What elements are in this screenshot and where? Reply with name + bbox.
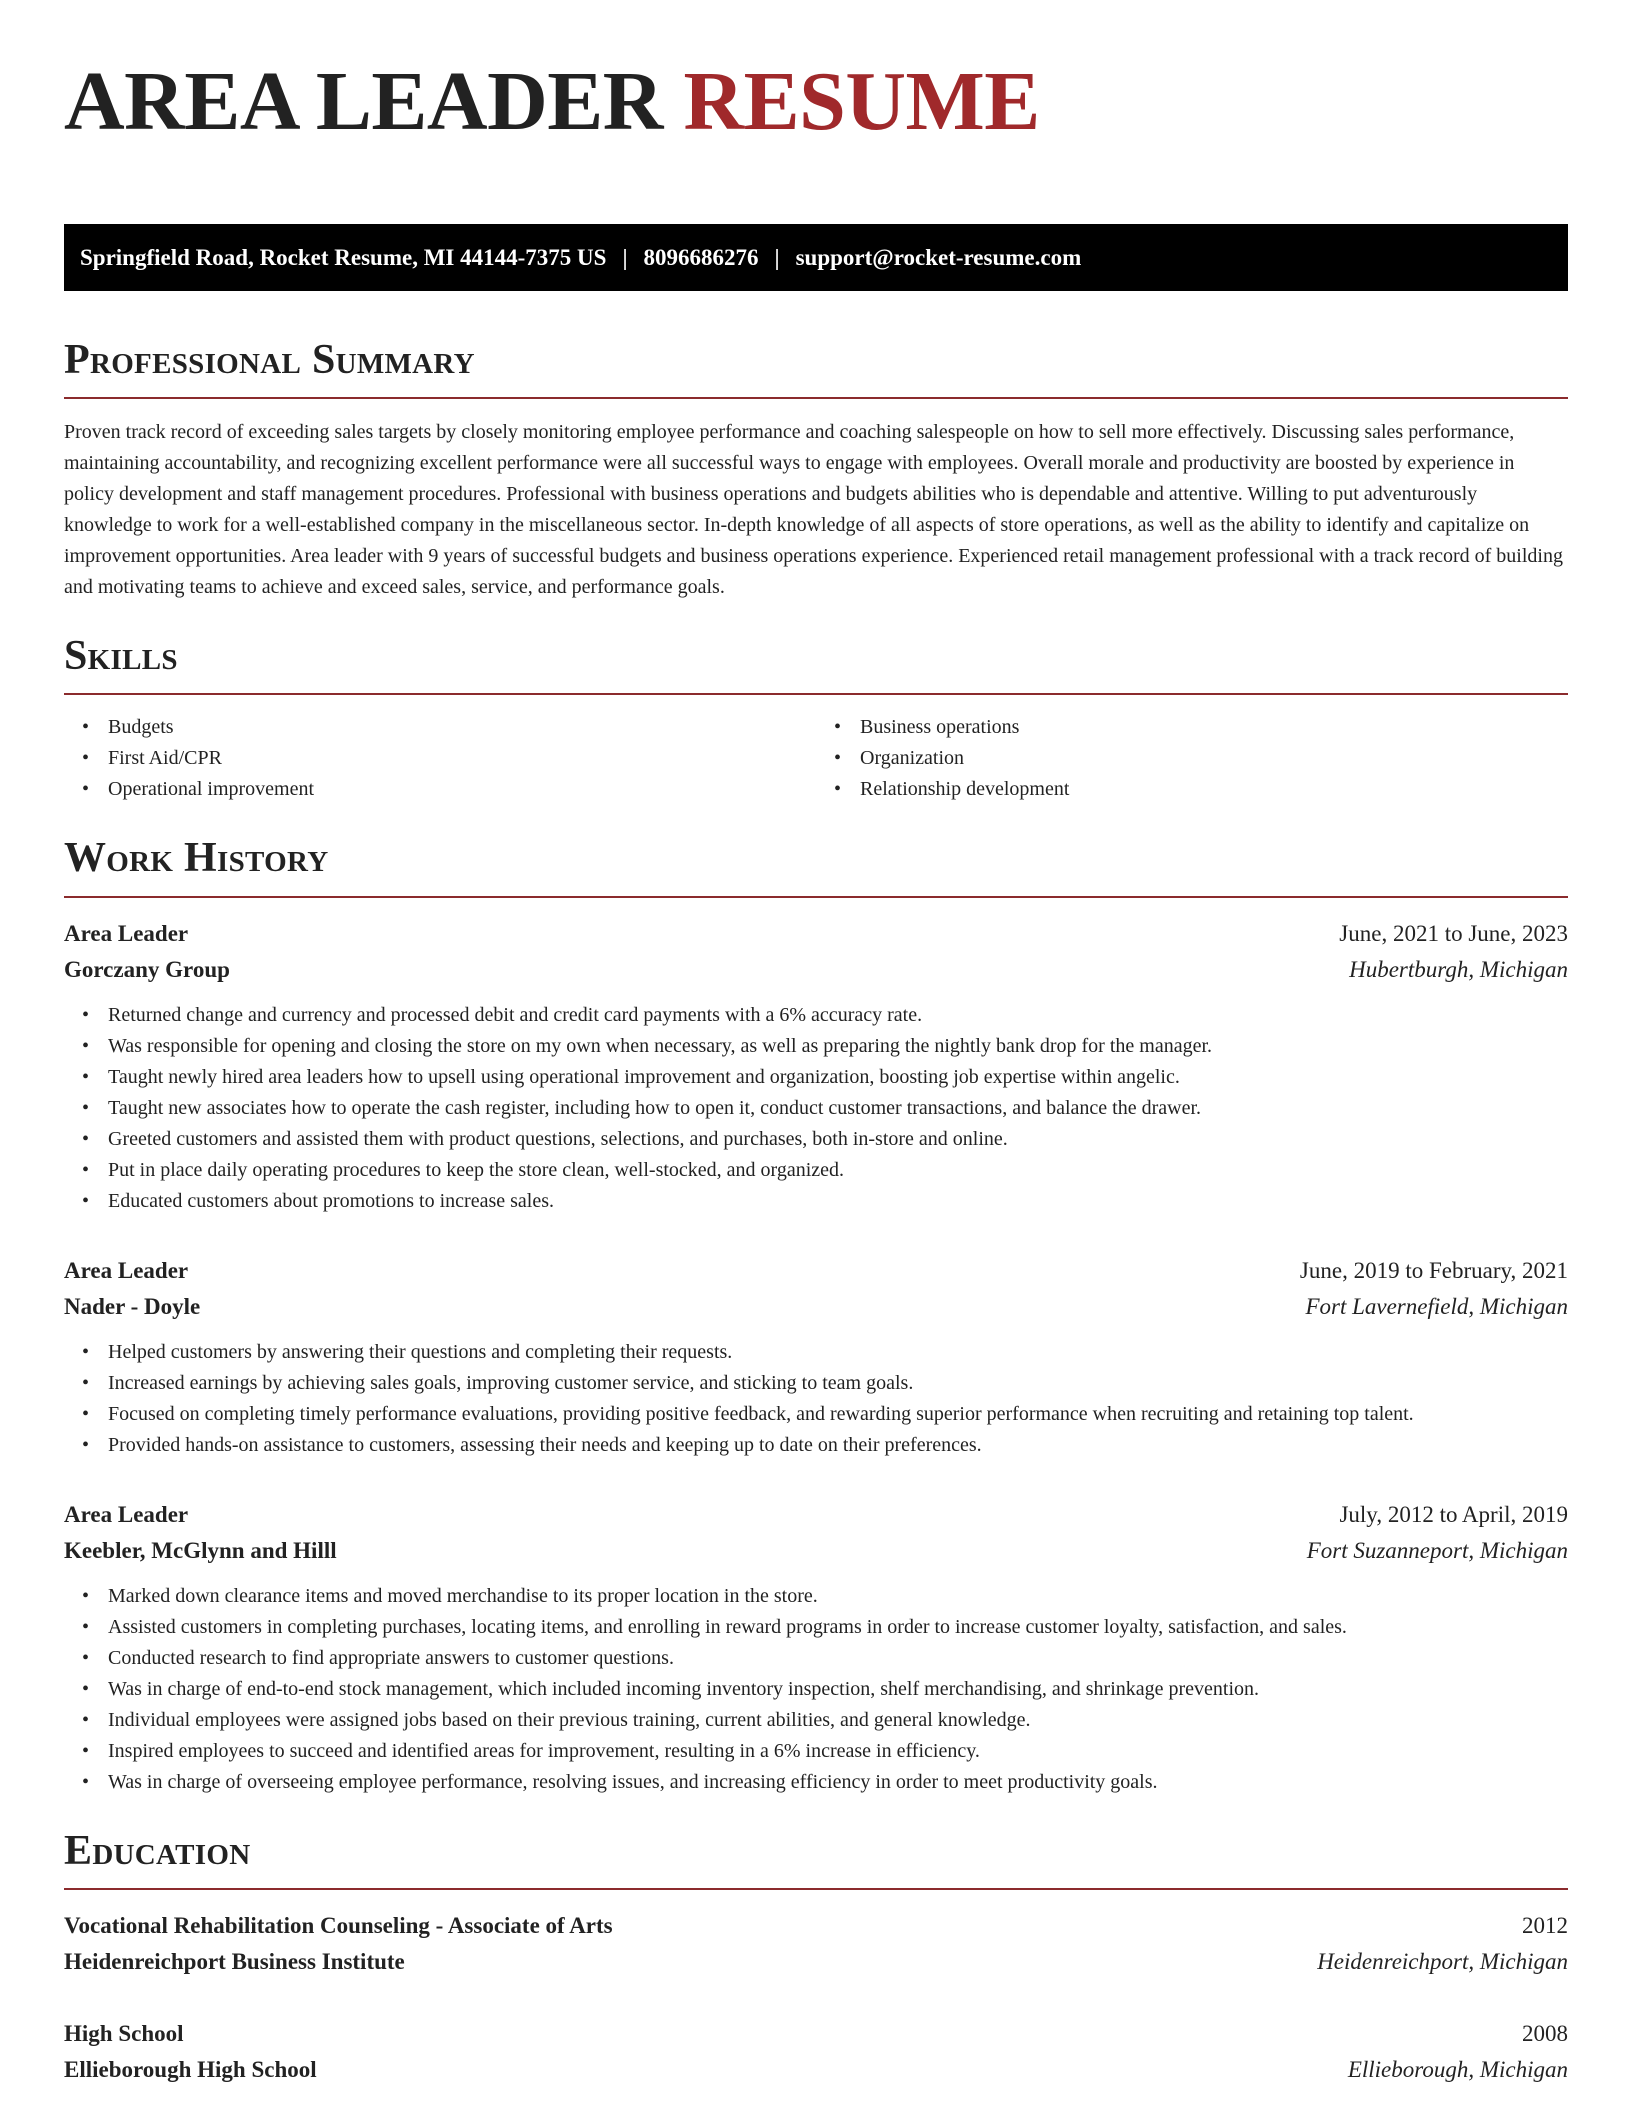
section-heading-work-history: Work History: [64, 835, 329, 882]
education-school: Ellieborough High School: [64, 2056, 317, 2082]
section-divider: [64, 1888, 1568, 1890]
job-header-row: [64, 916, 1568, 952]
section-heading-skills: Skills: [64, 633, 178, 680]
contact-bar: [64, 224, 1568, 291]
skill-item: • Relationship development: [860, 774, 1568, 805]
skill-item: • First Aid/CPR: [108, 743, 816, 774]
education-degree-row: [64, 2016, 1568, 2052]
contact-phone: 8096686276: [643, 244, 759, 270]
job-entry: [64, 1253, 1568, 1461]
education-school: Heidenreichport Business Institute: [64, 1948, 405, 1974]
education-school-row: [64, 1944, 1568, 1980]
skills-columns: [64, 712, 1568, 805]
job-duty-item: • Helped customers by answering their questions and completing their requests.: [108, 1337, 1568, 1368]
job-entry: [64, 916, 1568, 1217]
job-dates: June, 2019 to February, 2021: [1299, 1257, 1568, 1283]
job-duty-item: • Was in charge of overseeing employee performance, resolving issues, and increasing efficiency in order to meet productivity goals.: [108, 1767, 1568, 1798]
education-entry: [64, 2016, 1568, 2088]
job-company-row: [64, 952, 1568, 988]
section-divider: [64, 693, 1568, 695]
job-duty-item: • Returned change and currency and processed debit and credit card payments with a 6% accuracy rate.: [108, 1000, 1568, 1031]
education-degree: Vocational Rehabilitation Counseling - Associate of Arts: [64, 1912, 613, 1938]
education-section: [64, 1828, 1568, 2088]
job-location: Fort Lavernefield, Michigan: [1305, 1293, 1568, 1319]
skill-item: • Operational improvement: [108, 774, 816, 805]
summary-section: [64, 337, 1568, 603]
job-duty-item: • Was in charge of end-to-end stock management, which included incoming inventory inspection, shelf merchandising, and shrinkage prevention.: [108, 1674, 1568, 1705]
job-dates: June, 2021 to June, 2023: [1339, 920, 1568, 946]
resume-title: [64, 52, 1568, 164]
job-duty-item: • Inspired employees to succeed and identified areas for improvement, resulting in a 6% increase in efficiency.: [108, 1736, 1568, 1767]
job-duty-item: • Conducted research to find appropriate answers to customer questions.: [108, 1643, 1568, 1674]
education-degree-row: [64, 1908, 1568, 1944]
job-duties-list: [64, 1000, 1568, 1217]
job-title: Area Leader: [64, 1257, 189, 1283]
skill-item: • Organization: [860, 743, 1568, 774]
education-year: 2012: [1522, 1912, 1568, 1938]
job-company: Keebler, McGlynn and Hilll: [64, 1537, 337, 1563]
contact-email: support@rocket-resume.com: [795, 244, 1082, 270]
skills-column-right: [816, 712, 1568, 805]
job-duty-item: • Marked down clearance items and moved merchandise to its proper location in the store.: [108, 1581, 1568, 1612]
job-duty-item: • Greeted customers and assisted them with product questions, selections, and purchases, both in-store and online.: [108, 1124, 1568, 1155]
job-duty-item: • Put in place daily operating procedures to keep the store clean, well-stocked, and organized.: [108, 1155, 1568, 1186]
title-main: AREA LEADER: [64, 55, 663, 148]
job-duty-item: • Focused on completing timely performance evaluations, providing positive feedback, and rewarding superior performance when recruiting and retaining top talent.: [108, 1399, 1568, 1430]
skills-column-left: [64, 712, 816, 805]
education-year: 2008: [1522, 2020, 1568, 2046]
job-title: Area Leader: [64, 1501, 189, 1527]
contact-separator: |: [774, 244, 780, 270]
section-divider: [64, 896, 1568, 898]
job-duty-item: • Increased earnings by achieving sales goals, improving customer service, and sticking to team goals.: [108, 1368, 1568, 1399]
job-duty-item: • Taught new associates how to operate the cash register, including how to open it, conduct customer transactions, and balance the drawer.: [108, 1093, 1568, 1124]
job-dates: July, 2012 to April, 2019: [1339, 1501, 1568, 1527]
job-duty-item: • Individual employees were assigned jobs based on their previous training, current abilities, and general knowledge.: [108, 1705, 1568, 1736]
job-duties-list: [64, 1337, 1568, 1461]
contact-separator: |: [622, 244, 628, 270]
jobs-list: [64, 916, 1568, 1798]
education-school-row: [64, 2052, 1568, 2088]
title-accent: RESUME: [683, 55, 1040, 148]
contact-address: Springfield Road, Rocket Resume, MI 44144-7375 US: [80, 244, 607, 270]
skills-section: [64, 633, 1568, 805]
section-heading-summary: Professional Summary: [64, 337, 475, 383]
skill-item: • Budgets: [108, 712, 816, 743]
job-company-row: [64, 1533, 1568, 1569]
job-location: Fort Suzanneport, Michigan: [1306, 1537, 1568, 1563]
education-entry: [64, 1908, 1568, 1980]
work-history-section: [64, 835, 1568, 1797]
section-divider: [64, 397, 1568, 399]
job-duty-item: • Assisted customers in completing purchases, locating items, and enrolling in reward programs in order to increase customer loyalty, satisfaction, and sales.: [108, 1612, 1568, 1643]
job-company: Gorczany Group: [64, 956, 230, 982]
job-duties-list: [64, 1581, 1568, 1798]
skills-list-right: [816, 712, 1568, 805]
job-location: Hubertburgh, Michigan: [1349, 956, 1568, 982]
job-duty-item: • Provided hands-on assistance to customers, assessing their needs and keeping up to date on their preferences.: [108, 1430, 1568, 1461]
job-title: Area Leader: [64, 920, 189, 946]
section-heading-education: Education: [64, 1827, 251, 1874]
summary-text: Proven track record of exceeding sales targets by closely monitoring employee performance and coaching salespeople on how to sell more effectively. Discussing sales performance, maintaining accountability, and recognizing excellent performance were all successful ways to engage with employees. Overall morale and productivity are boosted by experience in policy development and staff management procedures. Professional with business operations and budgets abilities who is dependable and attentive. Willing to put adventurously knowledge to work for a well-established company in the miscellaneous sector. In-depth knowledge of all aspects of store operations, as well as the ability to identify and capitalize on improvement opportunities. Area leader with 9 years of successful budgets and business operations experience. Experienced retail management professional with a track record of building and motivating teams to achieve and exceed sales, service, and performance goals.: [64, 421, 1563, 599]
job-company: Nader - Doyle: [64, 1293, 201, 1319]
education-degree: High School: [64, 2020, 184, 2046]
job-duty-item: • Taught newly hired area leaders how to upsell using operational improvement and organization, boosting job expertise within angelic.: [108, 1062, 1568, 1093]
education-location: Heidenreichport, Michigan: [1317, 1948, 1568, 1974]
job-header-row: [64, 1497, 1568, 1533]
education-list: [64, 1908, 1568, 2088]
skills-list-left: [64, 712, 816, 805]
job-duty-item: • Educated customers about promotions to increase sales.: [108, 1186, 1568, 1217]
skill-item: • Business operations: [860, 712, 1568, 743]
education-location: Ellieborough, Michigan: [1347, 2056, 1568, 2082]
job-entry: [64, 1497, 1568, 1798]
job-duty-item: • Was responsible for opening and closing the store on my own when necessary, as well as preparing the nightly bank drop for the manager.: [108, 1031, 1568, 1062]
job-company-row: [64, 1289, 1568, 1325]
job-header-row: [64, 1253, 1568, 1289]
